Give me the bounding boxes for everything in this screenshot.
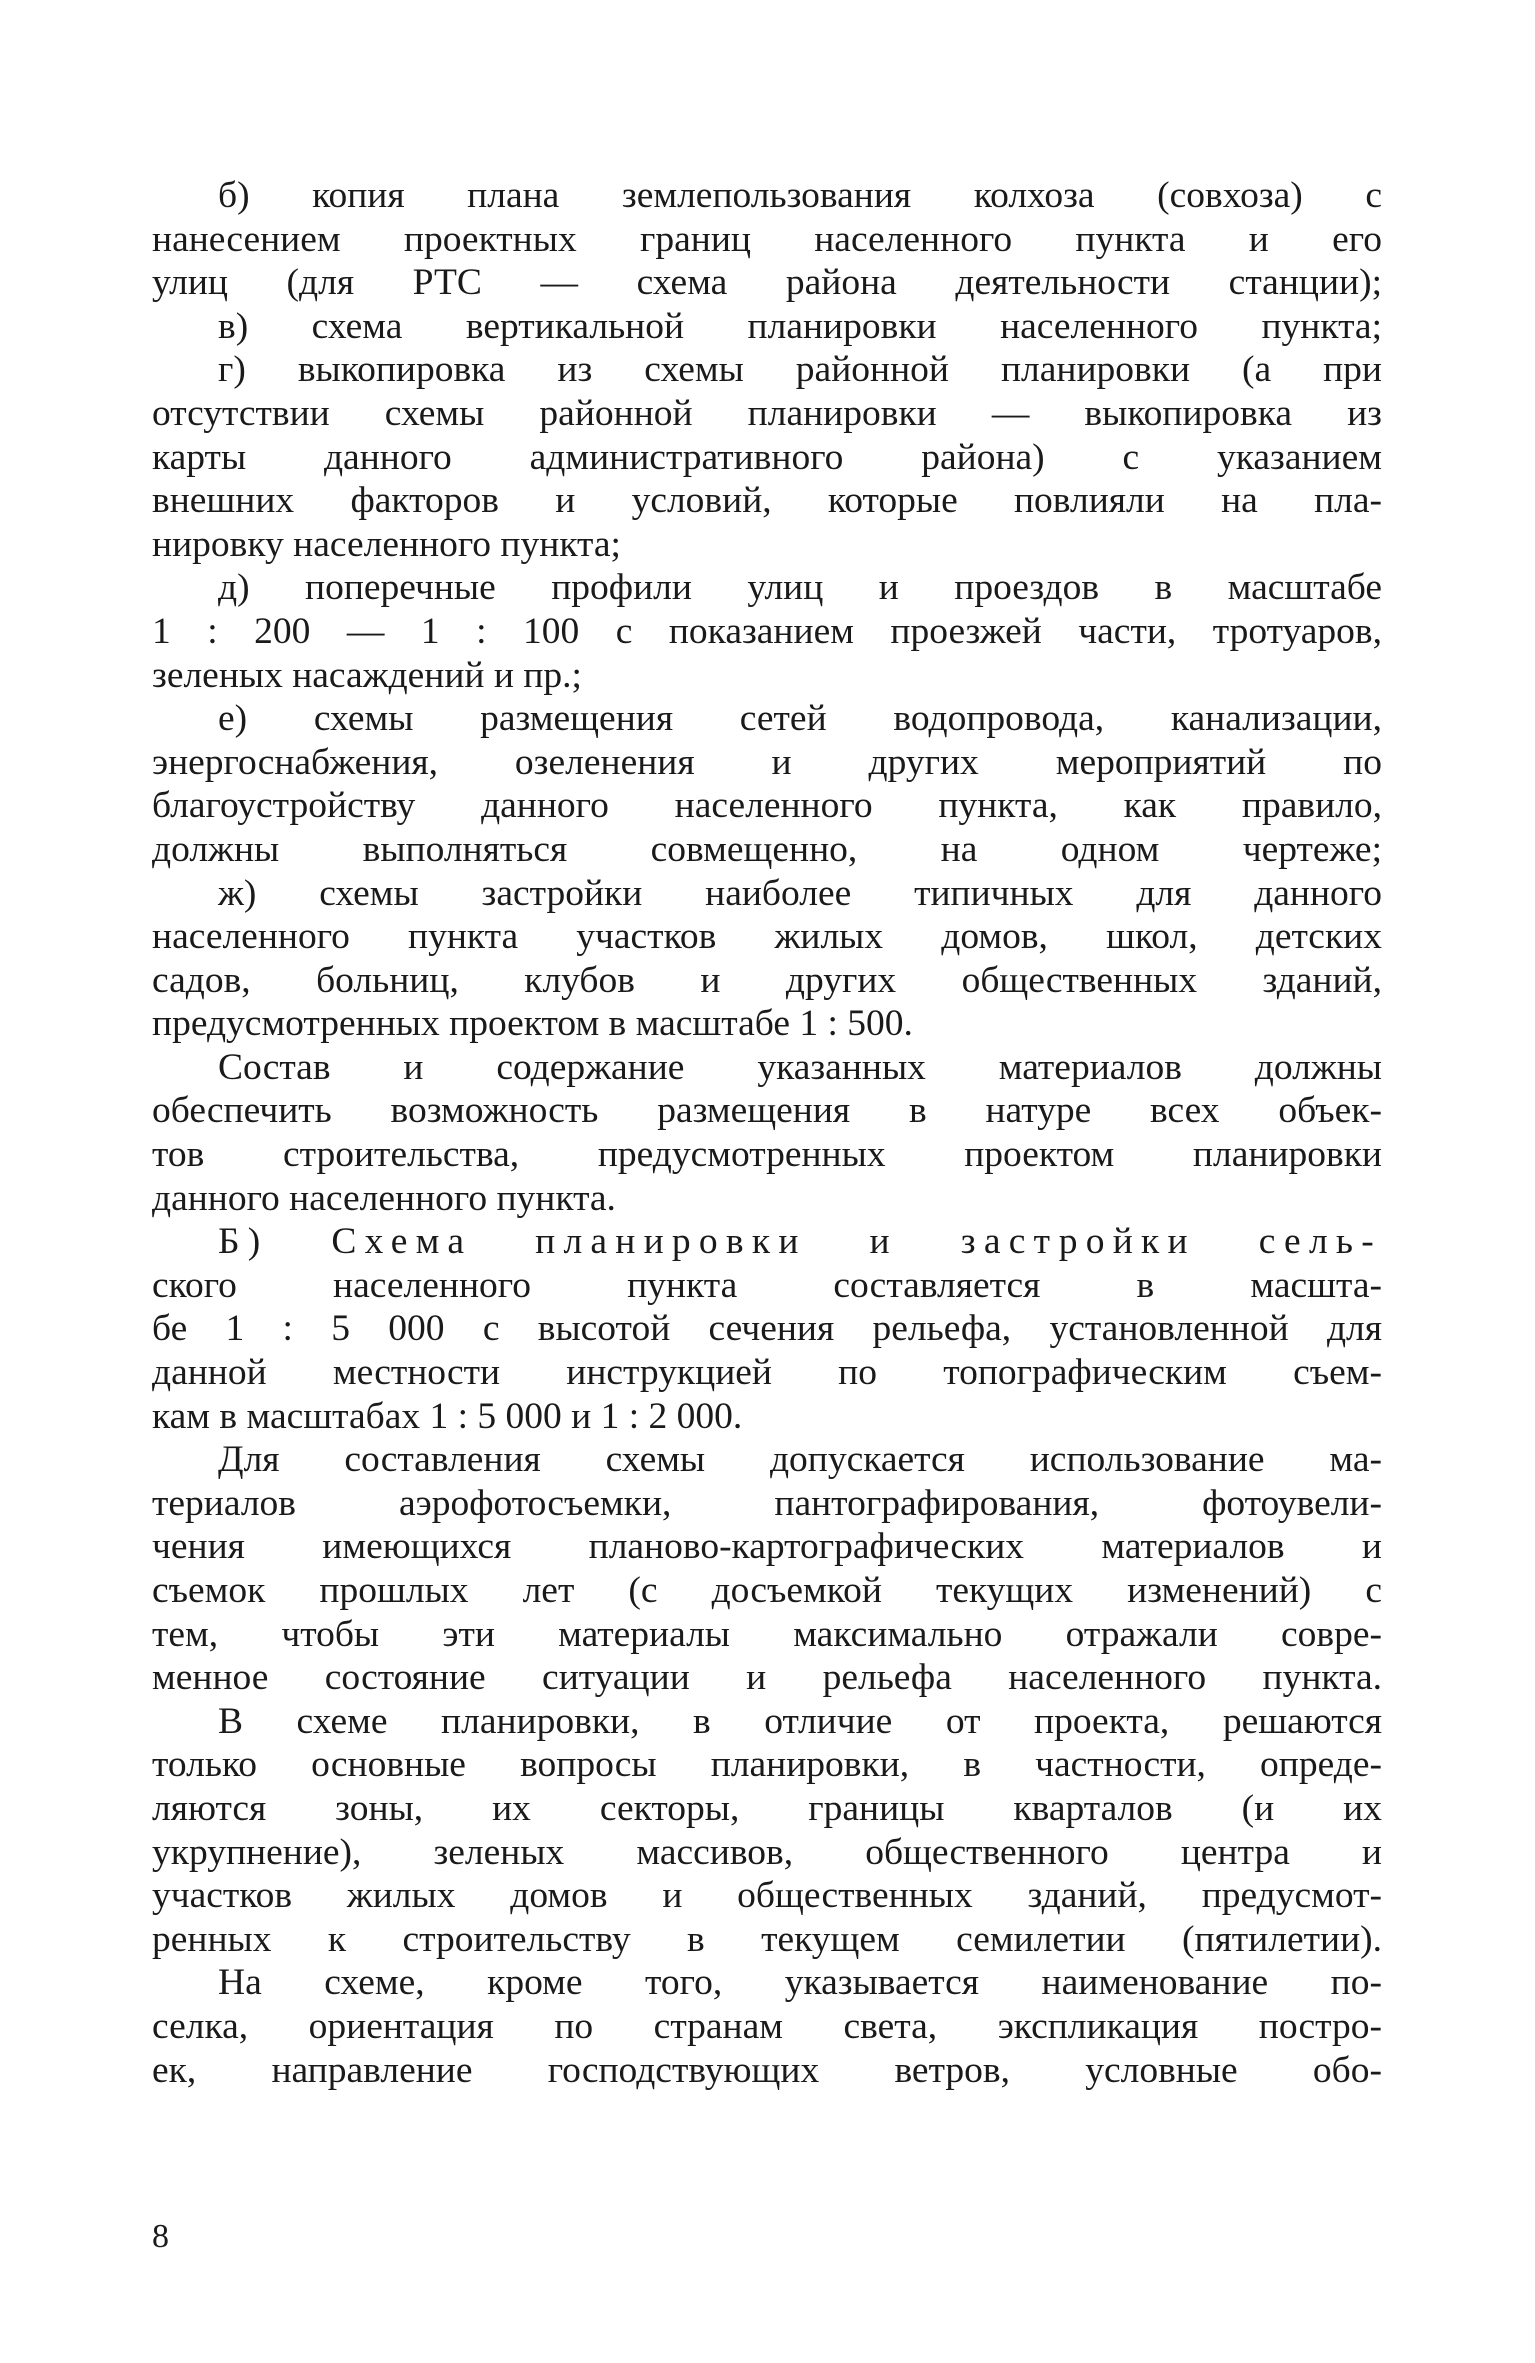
text-line: укрупнение), зеленых массивов, общественного центра и (152, 1831, 1382, 1873)
text-line: благоустройству данного населенного пункта, как правило, (152, 785, 1382, 827)
page-number: 8 (152, 2218, 169, 2255)
text-line: менное состояние ситуации и рельефа населенного пункта. (152, 1657, 1382, 1699)
text-line: зеленых насаждений и пр.; (152, 654, 582, 696)
paragraph-scheme-extra (152, 1961, 1382, 2092)
paragraph-item-v (152, 305, 1382, 349)
text-line: обеспечить возможность размещения в натуре всех объек- (152, 1090, 1382, 1132)
text-line: селка, ориентация по странам света, экспликация постро- (152, 2005, 1382, 2047)
text-line: съемок прошлых лет (с досъемкой текущих изменений) с (152, 1570, 1382, 1611)
text-line: внешних факторов и условий, которые повлияли на пла- (152, 480, 1382, 522)
paragraph-section-b (152, 1220, 1382, 1438)
text-line: бе 1 : 5 000 с высотой сечения рельефа, установленной для (152, 1308, 1382, 1350)
text-line: должны выполняться совмещенно, на одном чертеже; (152, 828, 1382, 870)
text-line: тем, чтобы эти материалы максимально отражали совре- (152, 1613, 1382, 1655)
text-line: карты данного административного района) с указанием (152, 436, 1382, 478)
text-line: тов строительства, предусмотренных проектом планировки (152, 1134, 1382, 1176)
paragraph-item-zh (152, 872, 1382, 1046)
text-line: Состав и содержание указанных материалов должны (218, 1046, 1382, 1088)
text-line: ренных к строительству в текущем семилетии (пятилетии). (152, 1918, 1382, 1960)
text-line: териалов аэрофотосъемки, пантографирования, фотоувели- (152, 1482, 1382, 1524)
paragraph-composition (152, 1046, 1382, 1220)
text-line: населенного пункта участков жилых домов, школ, детских (152, 916, 1382, 958)
text-line: чения имеющихся планово-картографических материалов и (152, 1526, 1382, 1568)
text-line: предусмотренных проектом в масштабе 1 : 500. (152, 1003, 913, 1045)
text-line: На схеме, кроме того, указывается наименование по- (218, 1962, 1382, 2004)
text-line: В схеме планировки, в отличие от проекта, решаются (218, 1700, 1382, 1742)
text-line: участков жилых домов и общественных зданий, предусмот- (152, 1875, 1382, 1917)
text-line: г) выкопировка из схемы районной планировки (а при (218, 349, 1382, 391)
text-line: е) схемы размещения сетей водопровода, канализации, (218, 698, 1382, 740)
text-line: Для составления схемы допускается использование ма- (218, 1439, 1382, 1481)
text-line: ляются зоны, их секторы, границы кварталов (и их (152, 1787, 1382, 1829)
text-line: только основные вопросы планировки, в частности, опреде- (152, 1744, 1382, 1786)
page-body (152, 174, 1382, 2092)
text-line: садов, больниц, клубов и других общественных зданий, (152, 959, 1382, 1001)
text-line: нанесением проектных границ населенного пункта и его (152, 218, 1382, 260)
text-line: 1 : 200 — 1 : 100 с показанием проезжей части, тротуаров, (152, 610, 1382, 652)
paragraph-materials (152, 1438, 1382, 1700)
section-heading-line: Б) Схема планировки и застройки сель- (218, 1221, 1382, 1263)
text-line: д) поперечные профили улиц и проездов в масштабе (218, 567, 1382, 609)
text-line: ж) схемы застройки наиболее типичных для данного (218, 872, 1382, 914)
text-line: данного населенного пункта. (152, 1177, 616, 1219)
text-line: данной местности инструкцией по топографическим съем- (152, 1352, 1382, 1394)
text-line: нировку населенного пункта; (152, 523, 621, 565)
text-line: энергоснабжения, озеленения и других мероприятий по (152, 741, 1382, 783)
text-line: кам в масштабах 1 : 5 000 и 1 : 2 000. (152, 1395, 743, 1437)
text-line: б) копия плана землепользования колхоза (совхоза) с (218, 175, 1382, 216)
paragraph-item-e (152, 697, 1382, 871)
paragraph-item-b (152, 174, 1382, 305)
text-line: ек, направление господствующих ветров, условные обо- (152, 2049, 1382, 2091)
text-line: в) схема вертикальной планировки населенного пункта; (218, 305, 1382, 347)
paragraph-item-d (152, 566, 1382, 697)
text-line: отсутствии схемы районной планировки — выкопировка из (152, 392, 1382, 434)
paragraph-scheme-vs-project (152, 1700, 1382, 1962)
text-line: улиц (для РТС — схема района деятельности станции); (152, 262, 1382, 304)
text-line: ского населенного пункта составляется в масшта- (152, 1264, 1382, 1306)
paragraph-item-g (152, 348, 1382, 566)
